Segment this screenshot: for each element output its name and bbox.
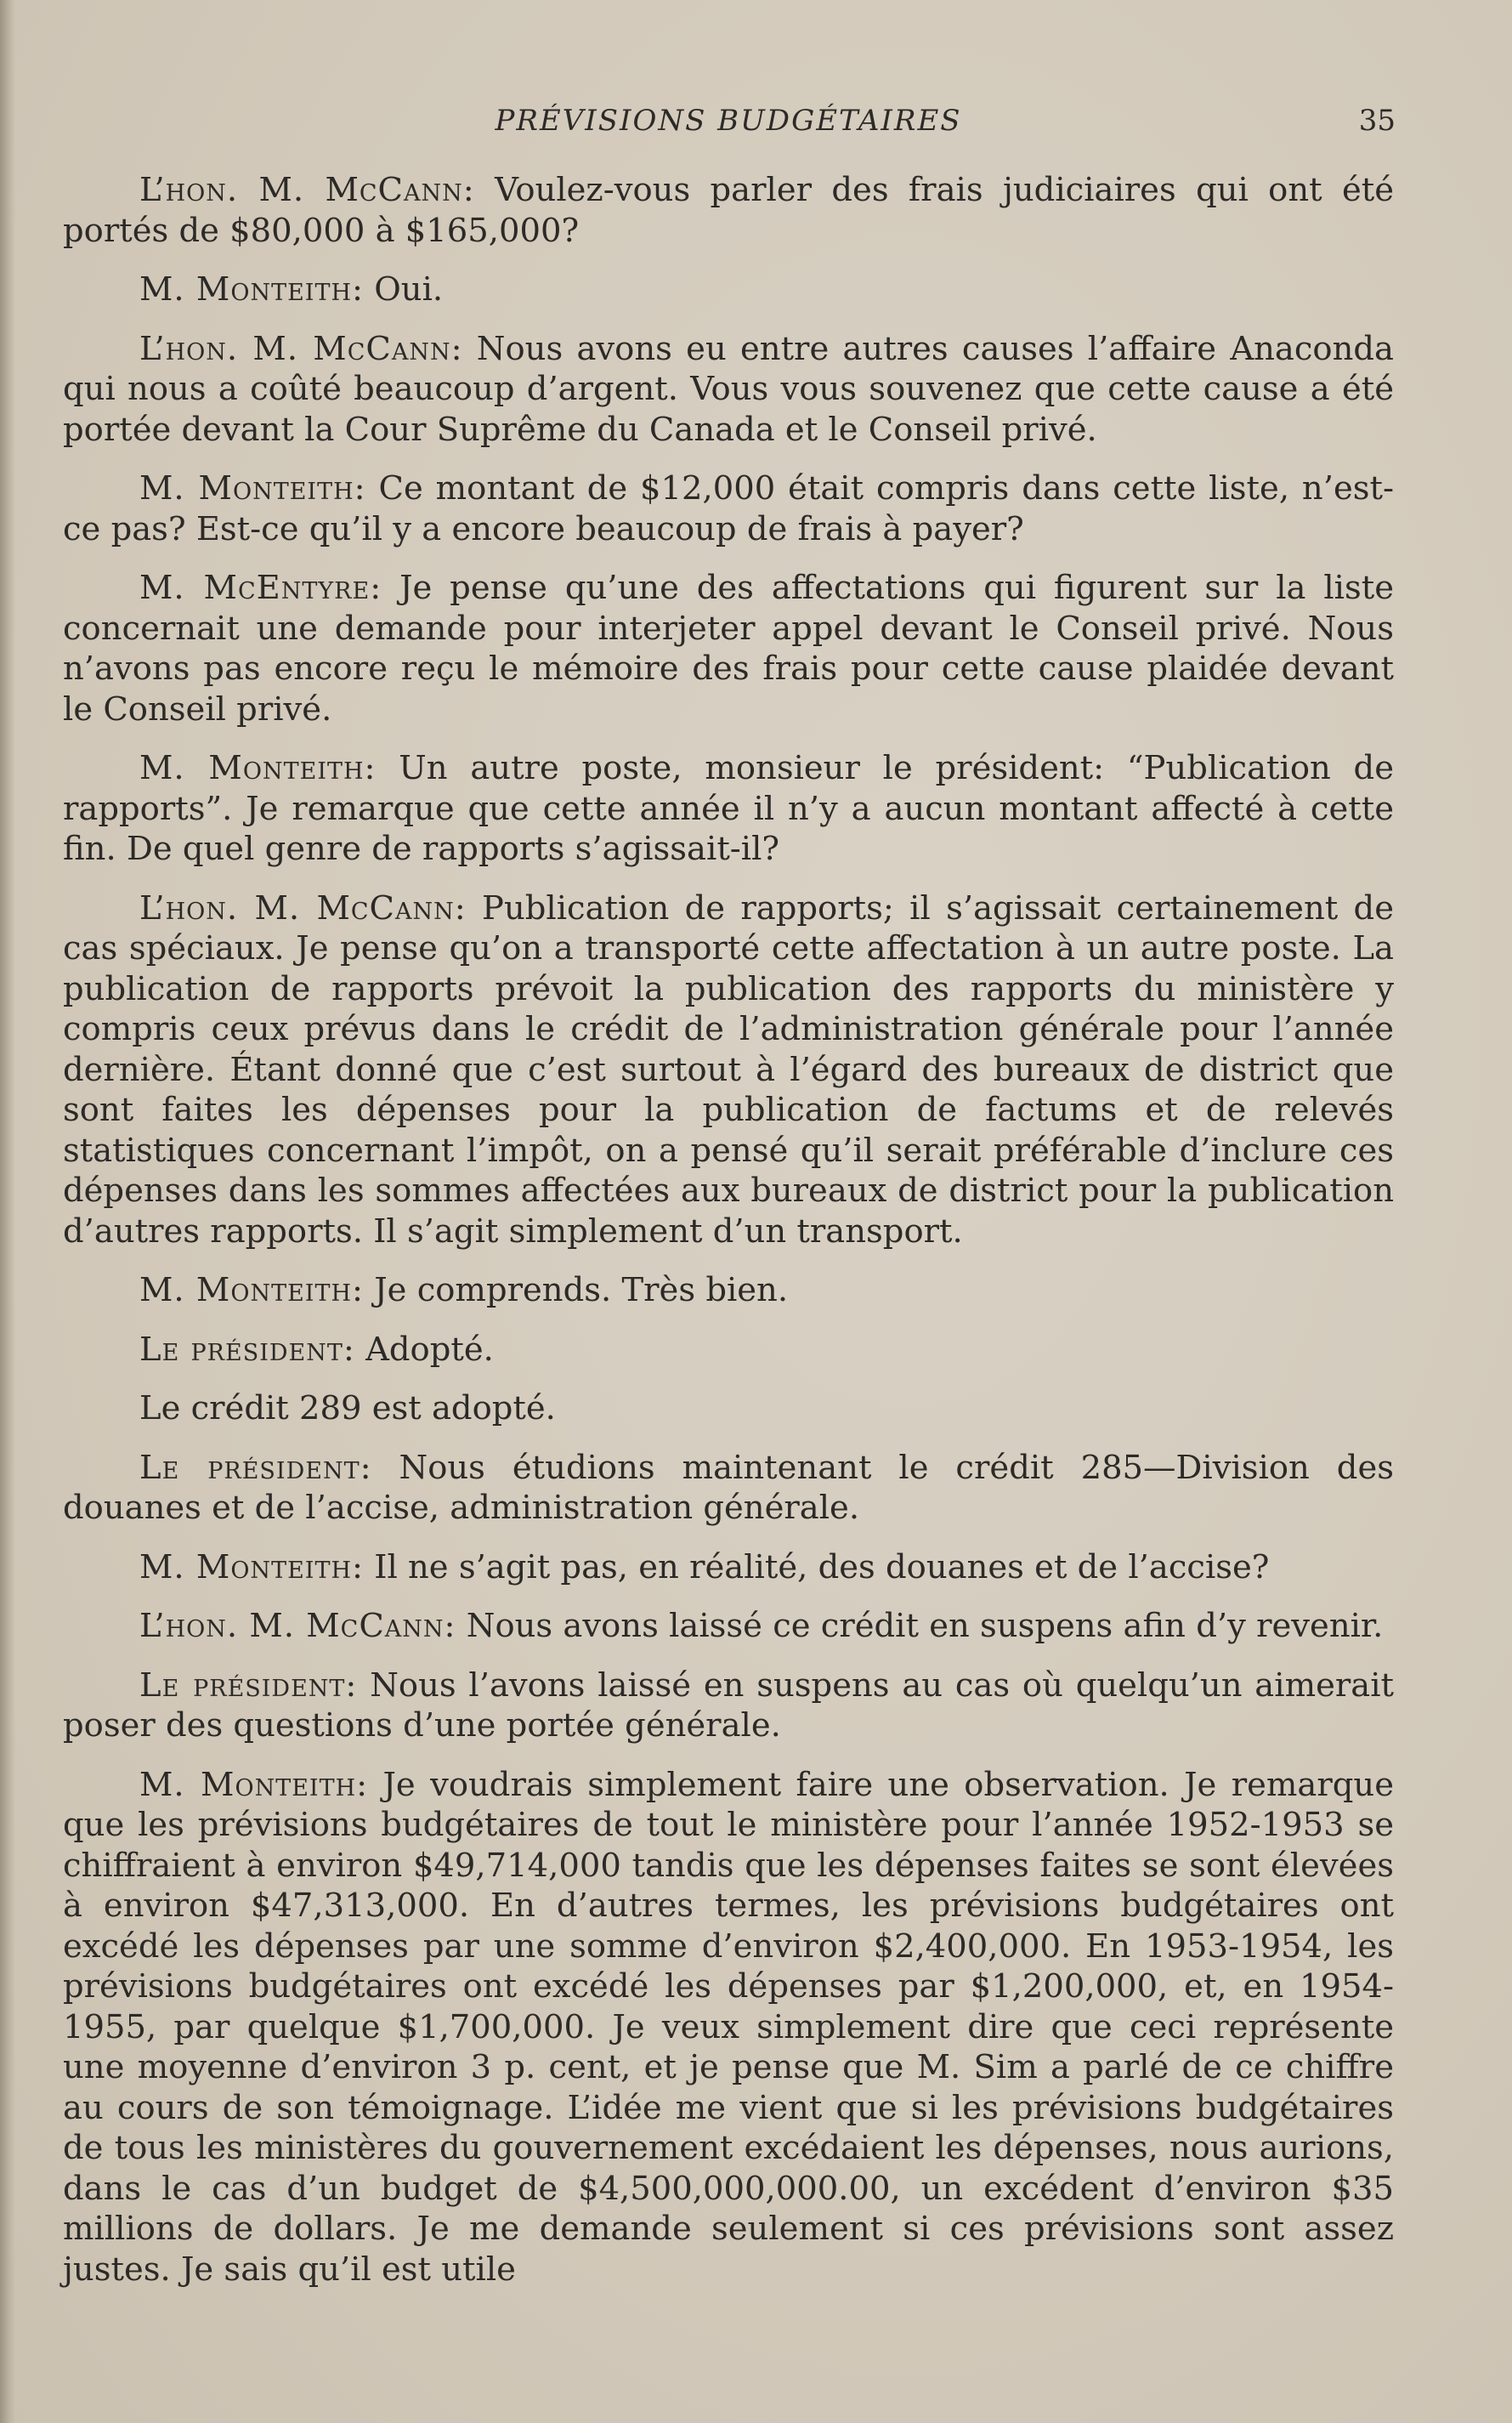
paragraph xyxy=(63,888,1394,1252)
paragraph xyxy=(63,1330,1394,1370)
paragraph-text: Adopté. xyxy=(354,1330,494,1369)
paragraph xyxy=(63,1765,1394,2290)
paragraph xyxy=(63,1270,1394,1311)
paragraph xyxy=(63,170,1394,251)
paragraph-text: Ce montant de $12,000 était compris dans cette liste, n’est-ce pas? Est-ce qu’il y a encore beaucoup de frais à payer? xyxy=(63,469,1394,548)
paragraph-text: Nous avons laissé ce crédit en suspens afin d’y revenir. xyxy=(456,1607,1384,1645)
paragraph-text: Il ne s’agit pas, en réalité, des douanes et de l’accise? xyxy=(364,1547,1270,1586)
speaker-name: M. Monteith: xyxy=(139,469,366,508)
paragraph xyxy=(63,748,1394,870)
text-body xyxy=(63,170,1394,2308)
speaker-name: L’hon. M. McCann: xyxy=(139,1607,456,1645)
speaker-name: M. Monteith: xyxy=(139,1271,364,1309)
paragraph xyxy=(63,1547,1394,1588)
paragraph xyxy=(63,1448,1394,1529)
paragraph-text: Nous l’avons laissé en suspens au cas où quelqu’un aimerait poser des questions d’une portée générale. xyxy=(63,1665,1395,1745)
paragraph xyxy=(63,329,1394,451)
speaker-name: M. Monteith: xyxy=(139,1765,369,1804)
paragraph-text: Je voudrais simplement faire une observation. Je remarque que les prévisions budgétaires de tout le ministère pour l’année 1952-1953 se chiffraient à environ $49,714,000 tandis que les dépenses faites se sont élevées à environ $47,313,000. En d’autres termes, les prévisions budgétaires ont excédé les dépenses par une somme d’environ $2,400,000. En 1953-1954, les prévisions budgétaires ont excédé les dépenses par $1,200,000, et, en 1954-1955, par quelque $1,700,000. Je veux simplement dire que ceci représente une moyenne d’environ 3 p. cent, et je pense que M. Sim a parlé de ce chiffre au cours de son témoignage. L’idée me vient que si les prévisions budgétaires de tous les ministères du gouvernement excédaient les dépenses, nous aurions, dans le cas d’un budget de $4,500,000,000.00, un excédent d’environ $35 millions de dollars. Je me demande seulement si ces prévisions sont assez justes. Je sais qu’il est utile xyxy=(63,1765,1394,2289)
page-number: 35 xyxy=(1358,104,1396,138)
running-title: PRÉVISIONS BUDGÉTAIRES xyxy=(495,104,962,138)
page-spine-shadow xyxy=(0,0,15,2423)
paragraph xyxy=(63,468,1394,549)
paragraph-text: Voulez-vous parler des frais judiciaires qui ont été portés de $80,000 à $165,000? xyxy=(63,171,1394,250)
paragraph-text: Nous étudions maintenant le crédit 285—Division des douanes et de l’accise, administration générale. xyxy=(63,1448,1394,1527)
speaker-name: M. Monteith: xyxy=(139,749,377,787)
running-header xyxy=(61,104,1396,148)
speaker-name: L’hon. M. McCann: xyxy=(139,888,467,928)
paragraph xyxy=(63,568,1394,729)
paragraph-text: Nous avons eu entre autres causes l’affaire Anaconda qui nous a coûté beaucoup d’argent. Vous vous souvenez que cette cause a été portée devant la Cour Suprême du Canada et le Conseil privé. xyxy=(63,329,1395,449)
speaker-name: Le président: xyxy=(139,1330,355,1369)
paragraph-text: Je pense qu’une des affectations qui figurent sur la liste concernait une demande pour interjeter appel devant le Conseil privé. Nous n’avons pas encore reçu le mémoire des frais pour cette cause plaidée devant le Conseil privé. xyxy=(63,569,1394,729)
speaker-name: Le président: xyxy=(139,1448,372,1487)
paragraph-text: Un autre poste, monsieur le président: “Publication de rapports”. Je remarque que cette année il n’y a aucun montant affecté à cette fin. De quel genre de rapports s’agissait-il? xyxy=(63,749,1394,868)
speaker-name: Le président: xyxy=(139,1665,358,1705)
paragraph-text: Oui. xyxy=(364,270,444,309)
speaker-name: M. McEntyre: xyxy=(139,569,382,607)
speaker-name: L’hon. M. McCann: xyxy=(139,171,475,209)
paragraph xyxy=(63,1665,1394,1746)
paragraph xyxy=(63,270,1394,310)
speaker-name: M. Monteith: xyxy=(139,270,364,309)
paragraph xyxy=(63,1388,1394,1429)
paragraph-text: Le crédit 289 est adopté. xyxy=(139,1389,556,1427)
speaker-name: M. Monteith: xyxy=(139,1547,364,1586)
paragraph-text: Publication de rapports; il s’agissait certainement de cas spéciaux. Je pense qu’on a transporté cette affectation à un autre poste. La publication de rapports prévoit la publication des rapports du ministère y compris ceux prévus dans le crédit de l’administration générale pour l’année dernière. Étant donné que c’est surtout à l’égard des bureaux de district que sont faites les dépenses pour la publication de factums et de relevés statistiques concernant l’impôt, on a pensé qu’il serait préférable d’inclure ces dépenses dans les sommes affectées aux bureaux de district pour la publication d’autres rapports. Il s’agit simplement d’un transport. xyxy=(63,888,1394,1251)
paragraph xyxy=(63,1606,1394,1647)
speaker-name: L’hon. M. McCann: xyxy=(139,329,463,368)
paragraph-text: Je comprends. Très bien. xyxy=(364,1271,789,1309)
